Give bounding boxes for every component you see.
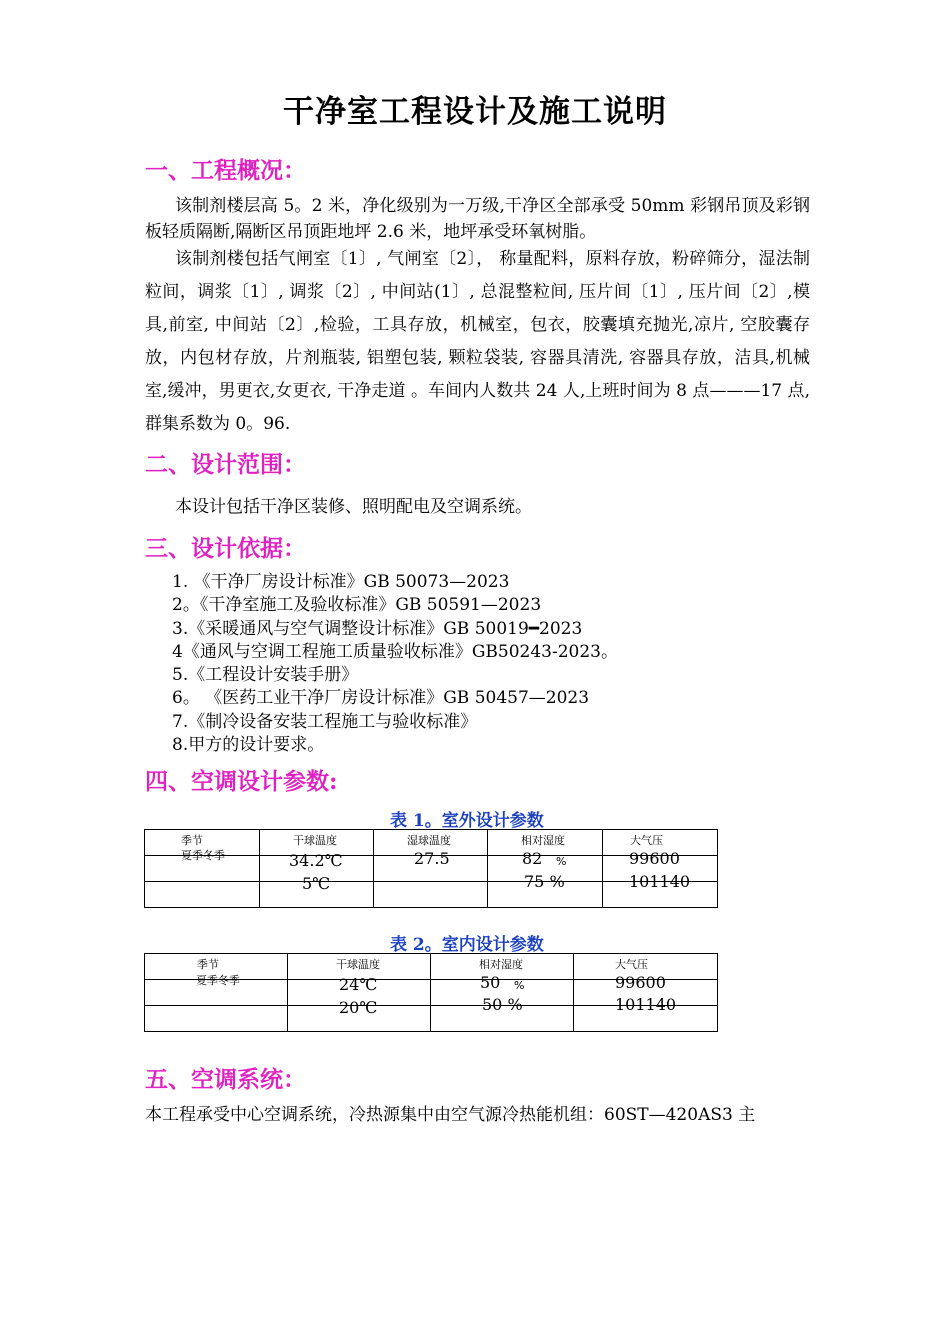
winter-pressure: 101140 xyxy=(629,872,691,891)
summer-wet-bulb: 27.5 xyxy=(414,849,450,868)
winter-pressure: 101140 xyxy=(615,995,677,1014)
overview-paragraph-1: 该制剂楼层高 5。2 米，净化级别为一万级,干净区全部承受 50mm 彩钢吊顶及彩钢板轻质隔断,隔断区吊顶距地坪 2.6 米，地坪承受环氧树脂。 xyxy=(145,196,810,242)
percent-sign: % xyxy=(514,979,525,992)
table-header: 相对湿度 xyxy=(479,958,523,971)
reference-item: 4《通风与空调工程施工质量验收标准》GB50243-2023。 xyxy=(172,641,618,662)
winter-dry-bulb: 5℃ xyxy=(302,874,331,893)
reference-item: 3.《采暖通风与空气调整设计标准》GB 50019━2023 xyxy=(172,618,583,639)
document-title: 干净室工程设计及施工说明 xyxy=(283,94,667,130)
section-heading-params: 四、空调设计参数: xyxy=(145,768,338,795)
reference-item: 8.甲方的设计要求。 xyxy=(172,735,325,756)
table2-caption: 表 2。室内设计参数 xyxy=(390,935,544,955)
scope-paragraph: 本设计包括干净区装修、照明配电及空调系统。 xyxy=(175,497,532,517)
summer-rh: 50 xyxy=(480,973,501,992)
reference-list xyxy=(172,571,618,757)
winter-rh: 50 % xyxy=(482,995,523,1014)
section-heading-basis: 三、设计依据： xyxy=(145,535,306,562)
summer-pressure: 99600 xyxy=(615,973,666,992)
summer-pressure: 99600 xyxy=(629,849,680,868)
table-header: 大气压 xyxy=(615,958,648,971)
table-header: 干球温度 xyxy=(336,958,380,971)
outdoor-params-table xyxy=(144,829,718,908)
percent-sign: % xyxy=(556,855,567,868)
table-header: 大气压 xyxy=(630,834,663,847)
reference-item: 6。 《医药工业干净厂房设计标准》GB 50457—2023 xyxy=(172,688,590,709)
winter-rh: 75 % xyxy=(524,872,565,891)
summer-dry-bulb: 24℃ xyxy=(339,975,378,994)
indoor-params-table xyxy=(144,953,718,1032)
reference-item: 5.《工程设计安装手册》 xyxy=(172,665,359,686)
summer-rh: 82 xyxy=(522,849,543,868)
table-header: 湿球温度 xyxy=(407,834,451,847)
table-header: 干球温度 xyxy=(293,834,337,847)
winter-dry-bulb: 20℃ xyxy=(339,998,378,1017)
table-header: 季节 xyxy=(181,834,203,847)
reference-item: 7.《制冷设备安装工程施工与验收标准》 xyxy=(172,711,478,732)
ac-system-paragraph: 本工程承受中心空调系统，冷热源集中由空气源冷热能机组：60ST—420AS3 主 xyxy=(145,1105,756,1125)
table1-caption: 表 1。室外设计参数 xyxy=(390,811,544,831)
reference-item: 1. 《干净厂房设计标准》GB 50073—2023 xyxy=(172,572,510,592)
overview-paragraph-2: 该制剂楼包括气闸室〔1〕, 气闸室〔2〕， 称量配料，原料存放，粉碎筛分，湿法制粒间，调浆〔1〕, 调浆〔2〕, 中间站(1〕, 总混整粒间, 压片间〔1〕, 压片间〔2〕,模具,前室, 中间站〔2〕,检验，工具存放，机械室，包衣，胶囊填充抛光,凉片, 空胶囊存放，内包材存放，片剂瓶装, 铝塑包装, 颗粒袋装, 容器具清洗, 容器具存放，洁具,机械室,缓冲，男更衣,女更衣, 干净走道 。车间内人数共 24 人,上班时间为 8 点———17 点,群集系数为 0。96. xyxy=(145,249,810,434)
reference-item: 2。《干净室施工及验收标准》GB 50591—2023 xyxy=(172,595,542,616)
table-header: 相对湿度 xyxy=(521,834,565,847)
section-heading-ac-system: 五、空调系统： xyxy=(145,1066,306,1093)
summer-dry-bulb: 34.2℃ xyxy=(289,851,343,870)
table-header: 季节 xyxy=(197,958,219,971)
season-label: 夏季冬季 xyxy=(181,849,225,862)
section-heading-scope: 二、设计范围： xyxy=(145,451,306,478)
section-heading-overview: 一、工程概况： xyxy=(145,157,306,184)
season-label: 夏季冬季 xyxy=(196,974,240,987)
